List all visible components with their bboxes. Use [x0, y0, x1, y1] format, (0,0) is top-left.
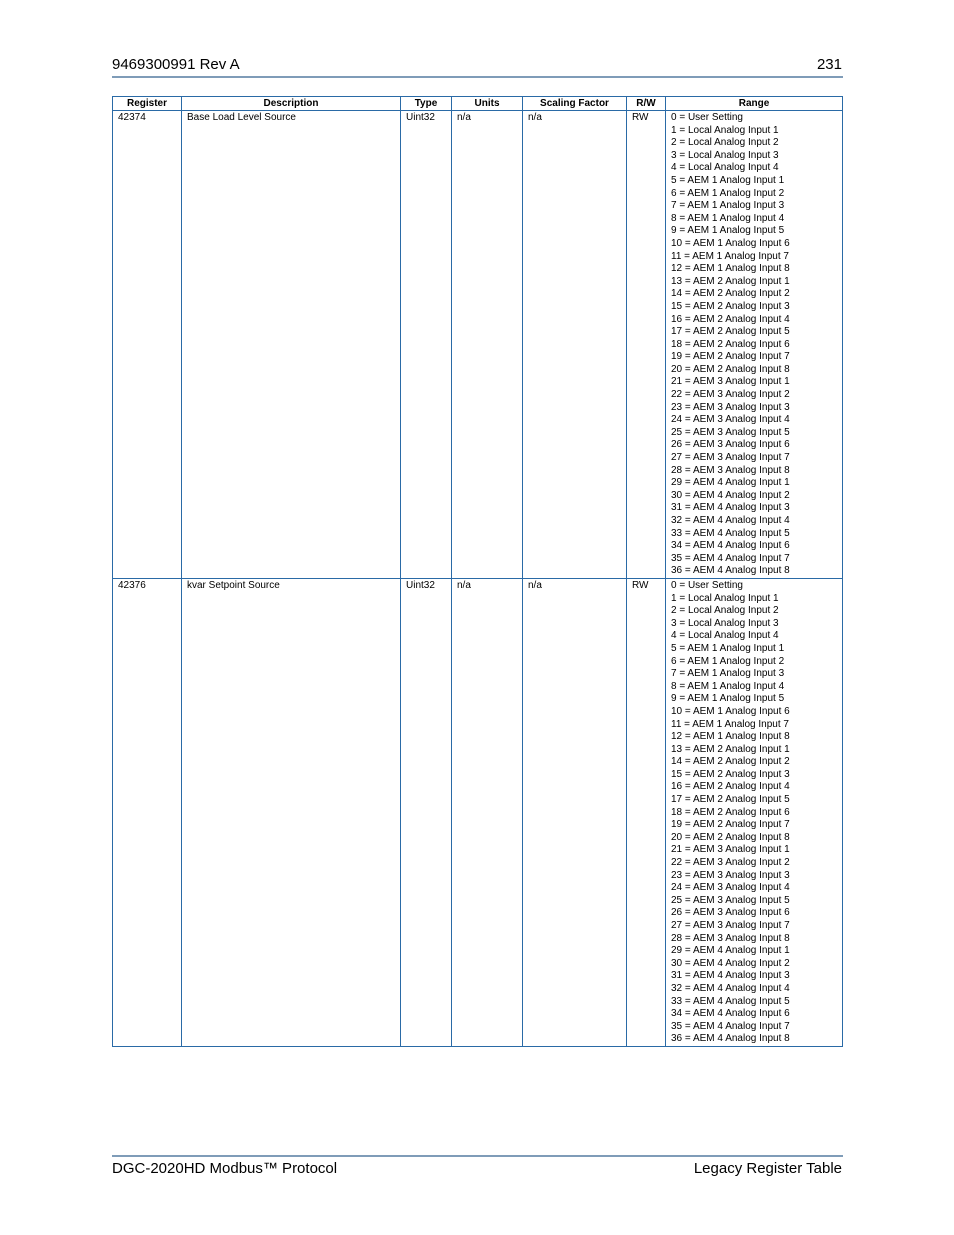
range-entry: 7 = AEM 1 Analog Input 3 [671, 668, 785, 680]
range-entry: 19 = AEM 2 Analog Input 7 [671, 819, 790, 831]
cell-units: n/a [452, 578, 523, 1046]
range-entry: 22 = AEM 3 Analog Input 2 [671, 389, 790, 401]
range-entry: 19 = AEM 2 Analog Input 7 [671, 351, 790, 363]
range-entry: 5 = AEM 1 Analog Input 1 [671, 642, 785, 654]
col-header-type: Type [401, 97, 452, 111]
col-header-register: Register [113, 97, 182, 111]
cell-type: Uint32 [401, 578, 452, 1046]
footer-title: DGC-2020HD Modbus™ Protocol [112, 1160, 338, 1177]
range-entry: 24 = AEM 3 Analog Input 4 [671, 414, 790, 426]
range-entry: 35 = AEM 4 Analog Input 7 [671, 552, 790, 564]
range-entry: 24 = AEM 3 Analog Input 4 [671, 882, 790, 894]
range-entry: 20 = AEM 2 Analog Input 8 [671, 831, 790, 843]
range-entry: 15 = AEM 2 Analog Input 3 [671, 768, 790, 780]
range-entry: 13 = AEM 2 Analog Input 1 [671, 275, 790, 287]
range-entry: 3 = Local Analog Input 3 [671, 617, 779, 629]
table-row [113, 578, 843, 1046]
range-entry: 26 = AEM 3 Analog Input 6 [671, 907, 790, 919]
col-header-rw: R/W [627, 97, 666, 111]
range-entry: 12 = AEM 1 Analog Input 8 [671, 731, 790, 743]
cell-scaling-factor: n/a [523, 111, 627, 579]
page-header [112, 56, 842, 76]
range-entry: 20 = AEM 2 Analog Input 8 [671, 363, 790, 375]
range-entry: 1 = Local Analog Input 1 [671, 124, 779, 136]
cell-scaling-factor: n/a [523, 578, 627, 1046]
range-entry: 13 = AEM 2 Analog Input 1 [671, 743, 790, 755]
range-entry: 30 = AEM 4 Analog Input 2 [671, 489, 790, 501]
range-entry: 4 = Local Analog Input 4 [671, 630, 779, 642]
range-entry: 32 = AEM 4 Analog Input 4 [671, 515, 790, 526]
range-entry: 17 = AEM 2 Analog Input 5 [671, 794, 790, 806]
col-header-units: Units [452, 97, 523, 111]
range-entry: 8 = AEM 1 Analog Input 4 [671, 212, 785, 224]
range-entry: 16 = AEM 2 Analog Input 4 [671, 313, 790, 325]
range-entry: 31 = AEM 4 Analog Input 3 [671, 502, 790, 514]
range-entry: 10 = AEM 1 Analog Input 6 [671, 705, 790, 717]
range-entry: 0 = User Setting [671, 112, 743, 123]
range-entry: 2 = Local Analog Input 2 [671, 137, 779, 149]
range-entry: 29 = AEM 4 Analog Input 1 [671, 945, 790, 957]
range-entry: 32 = AEM 4 Analog Input 4 [671, 982, 790, 994]
range-entry: 31 = AEM 4 Analog Input 3 [671, 970, 790, 982]
range-entry: 18 = AEM 2 Analog Input 6 [671, 338, 790, 350]
range-entry: 27 = AEM 3 Analog Input 7 [671, 920, 790, 931]
range-entry: 33 = AEM 4 Analog Input 5 [671, 995, 790, 1007]
range-entry: 5 = AEM 1 Analog Input 1 [671, 174, 785, 186]
range-entry: 3 = Local Analog Input 3 [671, 149, 779, 161]
range-entry: 21 = AEM 3 Analog Input 1 [671, 376, 790, 388]
register-table [112, 96, 843, 1047]
range-entry: 6 = AEM 1 Analog Input 2 [671, 187, 785, 199]
range-entry: 28 = AEM 3 Analog Input 8 [671, 932, 790, 944]
range-entry: 34 = AEM 4 Analog Input 6 [671, 1008, 790, 1020]
range-entry: 26 = AEM 3 Analog Input 6 [671, 439, 790, 451]
cell-register: 42374 [113, 111, 182, 579]
range-entry: 4 = Local Analog Input 4 [671, 162, 779, 174]
range-entry: 8 = AEM 1 Analog Input 4 [671, 680, 785, 692]
range-entry: 36 = AEM 4 Analog Input 8 [671, 1033, 790, 1045]
cell-range [666, 578, 843, 1046]
footer-rule [112, 1155, 843, 1157]
range-entry: 25 = AEM 3 Analog Input 5 [671, 894, 790, 906]
range-entry: 14 = AEM 2 Analog Input 2 [671, 288, 790, 300]
cell-units: n/a [452, 111, 523, 579]
range-entry: 34 = AEM 4 Analog Input 6 [671, 540, 790, 552]
range-entry: 16 = AEM 2 Analog Input 4 [671, 781, 790, 793]
range-entry: 0 = User Setting [671, 579, 743, 591]
range-entry: 23 = AEM 3 Analog Input 3 [671, 401, 790, 413]
range-entry: 27 = AEM 3 Analog Input 7 [671, 452, 790, 464]
header-rule [112, 76, 843, 78]
range-entry: 33 = AEM 4 Analog Input 5 [671, 527, 790, 539]
cell-rw: RW [627, 111, 666, 579]
range-entry: 7 = AEM 1 Analog Input 3 [671, 200, 785, 212]
range-entry: 9 = AEM 1 Analog Input 5 [671, 693, 785, 705]
range-entry: 10 = AEM 1 Analog Input 6 [671, 237, 790, 249]
range-entry: 12 = AEM 1 Analog Input 8 [671, 263, 790, 275]
cell-description: kvar Setpoint Source [182, 578, 401, 1046]
cell-type: Uint32 [401, 111, 452, 579]
range-entry: 28 = AEM 3 Analog Input 8 [671, 464, 790, 476]
range-entry: 11 = AEM 1 Analog Input 7 [671, 718, 789, 730]
range-entry: 22 = AEM 3 Analog Input 2 [671, 857, 790, 869]
range-entry: 14 = AEM 2 Analog Input 2 [671, 756, 790, 768]
cell-description: Base Load Level Source [182, 111, 401, 579]
range-entry: 21 = AEM 3 Analog Input 1 [671, 844, 790, 856]
range-entry: 1 = Local Analog Input 1 [671, 592, 779, 604]
range-entry: 29 = AEM 4 Analog Input 1 [671, 477, 790, 489]
col-header-scaling-factor: Scaling Factor [523, 97, 627, 111]
range-entry: 25 = AEM 3 Analog Input 5 [671, 426, 790, 438]
range-entry: 30 = AEM 4 Analog Input 2 [671, 957, 790, 969]
col-header-description: Description [182, 97, 401, 111]
cell-range [666, 111, 843, 579]
col-header-range: Range [666, 97, 843, 111]
range-entry: 23 = AEM 3 Analog Input 3 [671, 869, 790, 881]
table-row [113, 111, 843, 579]
range-entry: 11 = AEM 1 Analog Input 7 [671, 250, 789, 262]
footer-section: Legacy Register Table [693, 1160, 842, 1177]
doc-number: 9469300991 Rev A [112, 56, 240, 73]
table-header-row [113, 97, 843, 111]
range-entry: 35 = AEM 4 Analog Input 7 [671, 1020, 790, 1032]
range-entry: 17 = AEM 2 Analog Input 5 [671, 326, 790, 338]
cell-rw: RW [627, 578, 666, 1046]
range-entry: 6 = AEM 1 Analog Input 2 [671, 655, 785, 667]
range-entry: 9 = AEM 1 Analog Input 5 [671, 225, 785, 237]
range-entry: 36 = AEM 4 Analog Input 8 [671, 565, 790, 577]
page-number: 231 [816, 56, 842, 73]
range-entry: 18 = AEM 2 Analog Input 6 [671, 806, 790, 818]
cell-register: 42376 [113, 578, 182, 1046]
range-entry: 15 = AEM 2 Analog Input 3 [671, 300, 790, 312]
range-entry: 2 = Local Analog Input 2 [671, 605, 779, 617]
